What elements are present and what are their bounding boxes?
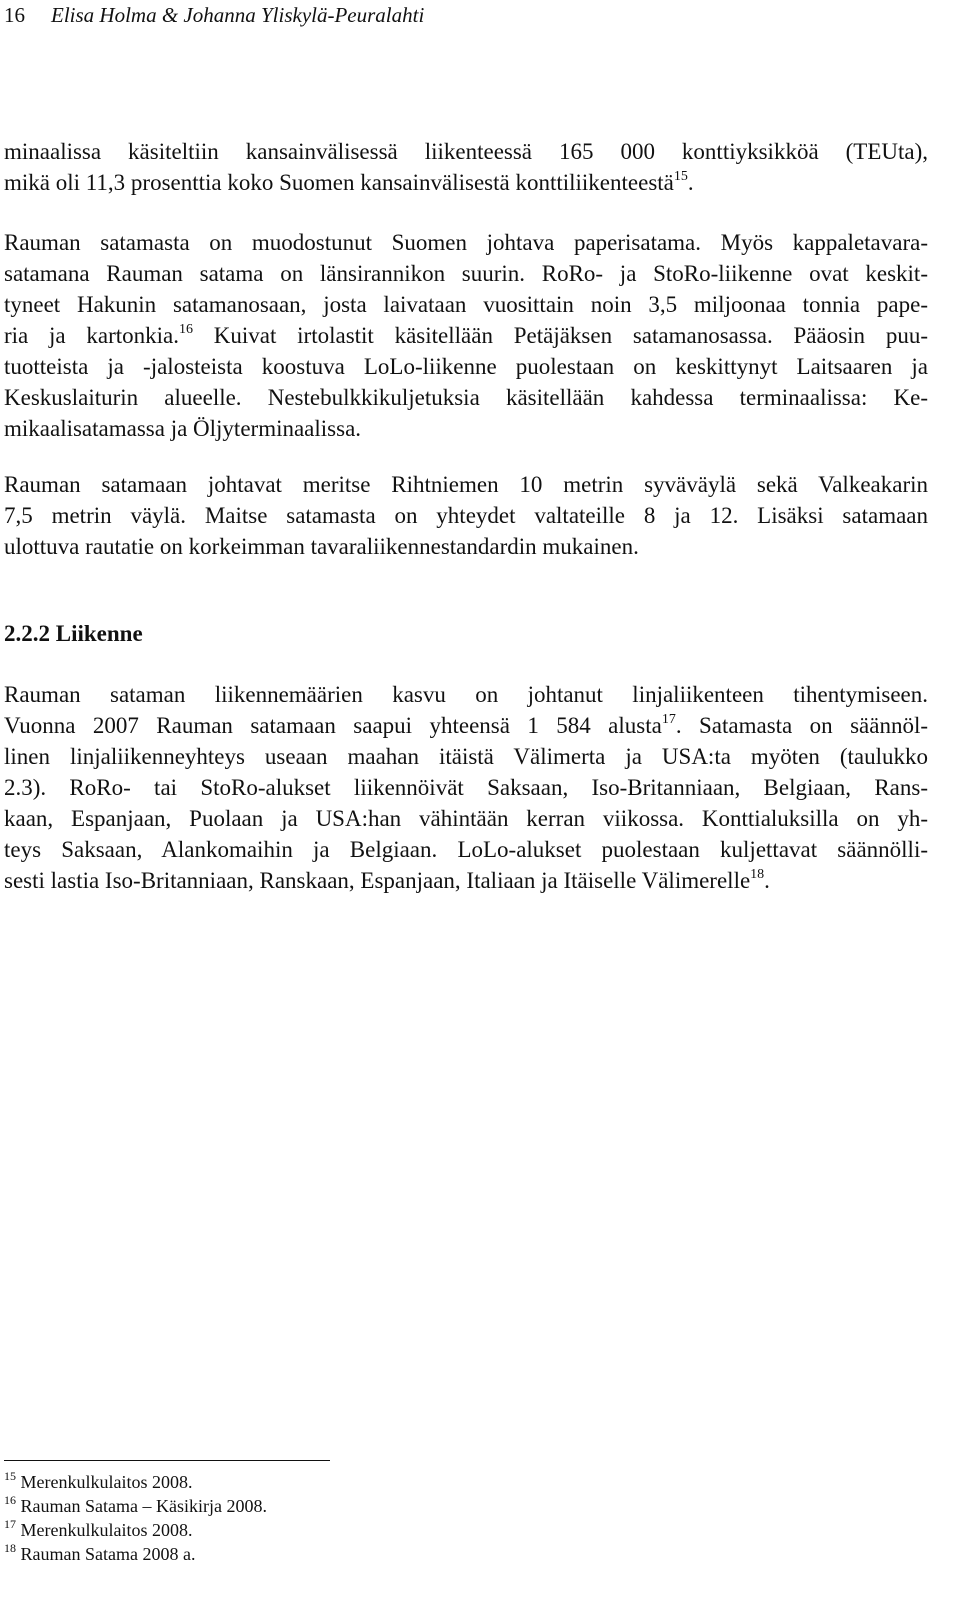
paragraph-container-paper-port <box>4 227 928 444</box>
text-line: ulottuva rautatie on korkeimman tavaraliikennestandardin mukainen. <box>4 534 639 559</box>
page-number: 16 <box>4 3 25 27</box>
footnote-reference: 16 <box>179 322 194 337</box>
text-line: Rauman satamaan johtavat meritse Rihtniemen 10 metrin syväväylä sekä Valkeakarin <box>4 472 928 497</box>
footnote-number: 15 <box>4 1469 16 1483</box>
footnotes <box>4 1470 267 1566</box>
text-line: satamana Rauman satama on länsirannikon suurin. RoRo- ja StoRo-liikenne ovat keskit- <box>4 261 928 286</box>
text-fragment: ria ja kartonkia. <box>4 323 180 348</box>
text-line <box>4 167 928 198</box>
text-line: mikaalisatamassa ja Öljyterminaalissa. <box>4 416 362 441</box>
footnote-text: Rauman Satama 2008 a. <box>16 1544 196 1564</box>
footnote-item <box>4 1470 267 1494</box>
text-line: Keskuslaiturin alueelle. Nestebulkkikuljetuksia käsitellään kahdessa terminaalissa: Ke- <box>4 385 928 410</box>
header-authors: Elisa Holma & Johanna Yliskylä-Peuralahti <box>51 3 425 27</box>
text-line: kaan, Espanjaan, Puolaan ja USA:han vähintään kerran viikossa. Konttialuksilla on yh- <box>4 806 928 831</box>
footnote-divider <box>4 1460 330 1461</box>
text-fragment: . <box>687 170 694 195</box>
text-line: tyneet Hakunin satamanosaan, josta laivataan vuosittain noin 3,5 miljoonaa tonnia pape- <box>4 292 928 317</box>
footnote-reference: 15 <box>673 169 688 184</box>
footnote-text: Merenkulkulaitos 2008. <box>16 1520 193 1540</box>
text-fragment: . <box>764 868 770 893</box>
footnote-text: Rauman Satama – Käsikirja 2008. <box>16 1496 267 1516</box>
footnote-number: 17 <box>4 1517 16 1531</box>
text-line: teys Saksaan, Alankomaihin ja Belgiaan. LoLo-alukset puolestaan kuljettavat säännölli- <box>4 837 928 862</box>
footnote-reference: 18 <box>750 867 765 882</box>
text-line: linen linjaliikenneyhteys useaan maahan itäistä Välimerta ja USA:ta myöten (taulukko <box>4 744 928 769</box>
text-line: 2.3). RoRo- tai StoRo-alukset liikennöivät Saksaan, Iso-Britanniaan, Belgiaan, Rans- <box>4 775 928 800</box>
text-fragment: Vuonna 2007 Rauman satamaan saapui yhteensä 1 584 alusta <box>4 713 662 738</box>
footnote-reference: 17 <box>661 712 676 727</box>
footnote-item <box>4 1494 267 1518</box>
paragraph-container-traffic <box>4 679 928 896</box>
running-header <box>4 2 424 28</box>
text-line: Rauman sataman liikennemäärien kasvu on johtanut linjaliikenteen tihentymiseen. <box>4 682 928 707</box>
paragraph-container-throughput <box>4 136 928 198</box>
paragraph-container-connections <box>4 469 928 562</box>
text-line <box>4 320 928 351</box>
text-fragment: mikä oli 11,3 prosenttia koko Suomen kansainvälisestä konttiliikenteestä <box>4 170 674 195</box>
footnote-item <box>4 1542 267 1566</box>
footnote-item <box>4 1518 267 1542</box>
footnote-text: Merenkulkulaitos 2008. <box>16 1472 193 1492</box>
text-line: minaalissa käsiteltiin kansainvälisessä liikenteessä 165 000 konttiyksikköä (TEUta), <box>4 139 928 164</box>
text-line <box>4 710 928 741</box>
text-line: 7,5 metrin väylä. Maitse satamasta on yhteydet valtateille 8 ja 12. Lisäksi satamaan <box>4 503 928 528</box>
footnote-number: 16 <box>4 1493 16 1507</box>
text-line: tuotteista ja -jalosteista koostuva LoLo-liikenne puolestaan on keskittynyt Laitsaaren ja <box>4 354 928 379</box>
text-line <box>4 865 928 896</box>
text-fragment: sesti lastia Iso-Britanniaan, Ranskaan, Espanjaan, Italiaan ja Itäiselle Välimerelle <box>4 868 751 893</box>
footnote-number: 18 <box>4 1541 16 1555</box>
text-fragment: Kuivat irtolastit käsitellään Petäjäksen satamanosassa. Pääosin puu- <box>193 323 928 348</box>
section-heading: 2.2.2 Liikenne <box>4 621 143 646</box>
text-fragment: . Satamasta on säännöl- <box>675 713 928 738</box>
text-line: Rauman satamasta on muodostunut Suomen johtava paperisatama. Myös kappaletavara- <box>4 230 928 255</box>
